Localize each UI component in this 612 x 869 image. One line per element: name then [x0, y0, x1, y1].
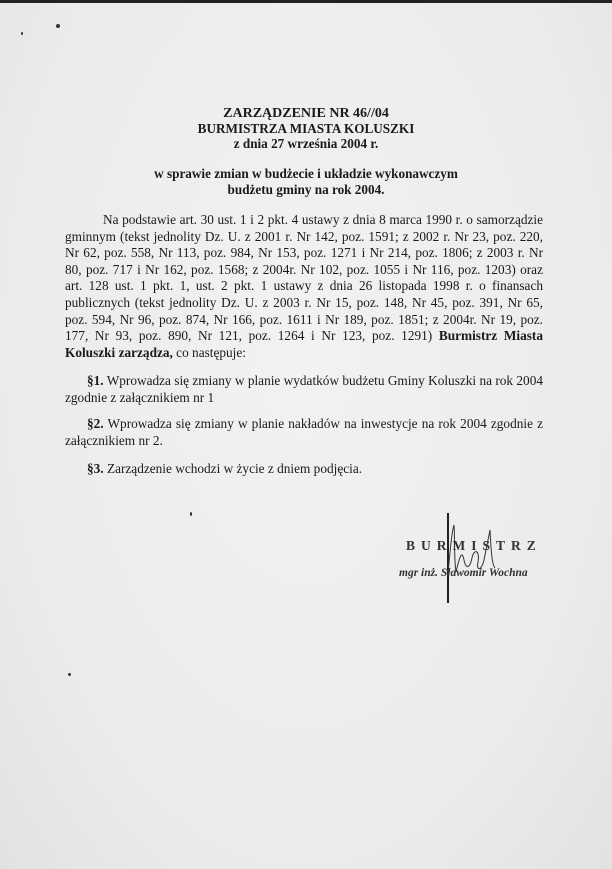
paragraph-2 [65, 415, 543, 449]
scan-speck [190, 512, 192, 516]
paragraph-3 [65, 460, 543, 477]
paragraph-mark: §1. [87, 373, 104, 388]
signature-title: BURMISTRZ [406, 538, 542, 553]
document-date: z dnia 27 września 2004 r. [233, 136, 379, 151]
scan-speck [21, 32, 23, 35]
paragraph-mark: §2. [87, 416, 104, 431]
document-issuer: BURMISTRZA MIASTA KOLUSZKI [197, 121, 415, 136]
scan-speck [56, 24, 60, 28]
scan-speck [68, 673, 71, 676]
preamble [65, 212, 543, 361]
paragraph-text: Wprowadza się zmiany w planie nakładów na inwestycje na rok 2004 zgodnie z załącznikiem nr 2. [65, 416, 543, 448]
preamble-bold: Burmistrz Miasta Koluszki zarządza, [65, 328, 544, 360]
document-subject [0, 166, 612, 198]
paragraph-1 [65, 372, 543, 406]
preamble-text: Na podstawie art. 30 ust. 1 i 2 pkt. 4 ustawy z dnia 8 marca 1990 r. o samorządzie gminnym (tekst jednolity Dz. U. z 2001 r. Nr 142, poz. 1591; z 2002 r. Nr 23, poz. 220, Nr 62, poz. 558, Nr 113, poz. 984, Nr 153, poz. 1271 i Nr 214, poz. 1806; z 2003 r. Nr 80, poz. 717 i Nr 162, poz. 1568; z 2004r. Nr 102, poz. 1055 i Nr 116, poz. 1203) oraz art. 128 ust. 1 pkt. 1, ust. 2 pkt. 1 ustawy z dnia 26 listopada 1998 r. o finansach publicznych (tekst jednolity Dz. U. z 2003 r. Nr 15, poz. 148, Nr 45, poz. 391, Nr 65, poz. 594, Nr 96, poz. 874, Nr 166, poz. 1611 i Nr 189, poz. 1851; z 2004r. Nr 19, poz. 177, Nr 93, poz. 890, Nr 121, poz. 1264 i Nr 123, poz. 1291) [65, 212, 543, 344]
signatory-name: mgr inż. Sławomir Wochna [399, 567, 528, 579]
subject-line-2: budżetu gminy na rok 2004. [227, 182, 385, 197]
paragraph-text: Wprowadza się zmiany w planie wydatków budżetu Gminy Koluszki na rok 2004 zgodnie z załącznikiem nr 1 [65, 373, 543, 405]
paragraph-text: Zarządzenie wchodzi w życie z dniem podjęcia. [103, 461, 363, 476]
document-title: ZARZĄDZENIE NR 46//04 [223, 106, 389, 121]
paragraph-mark: §3. [87, 461, 104, 476]
subject-line-1: w sprawie zmian w budżecie i układzie wykonawczym [154, 166, 458, 181]
scan-edge [0, 0, 612, 3]
preamble-tail: co następuje: [172, 344, 246, 360]
